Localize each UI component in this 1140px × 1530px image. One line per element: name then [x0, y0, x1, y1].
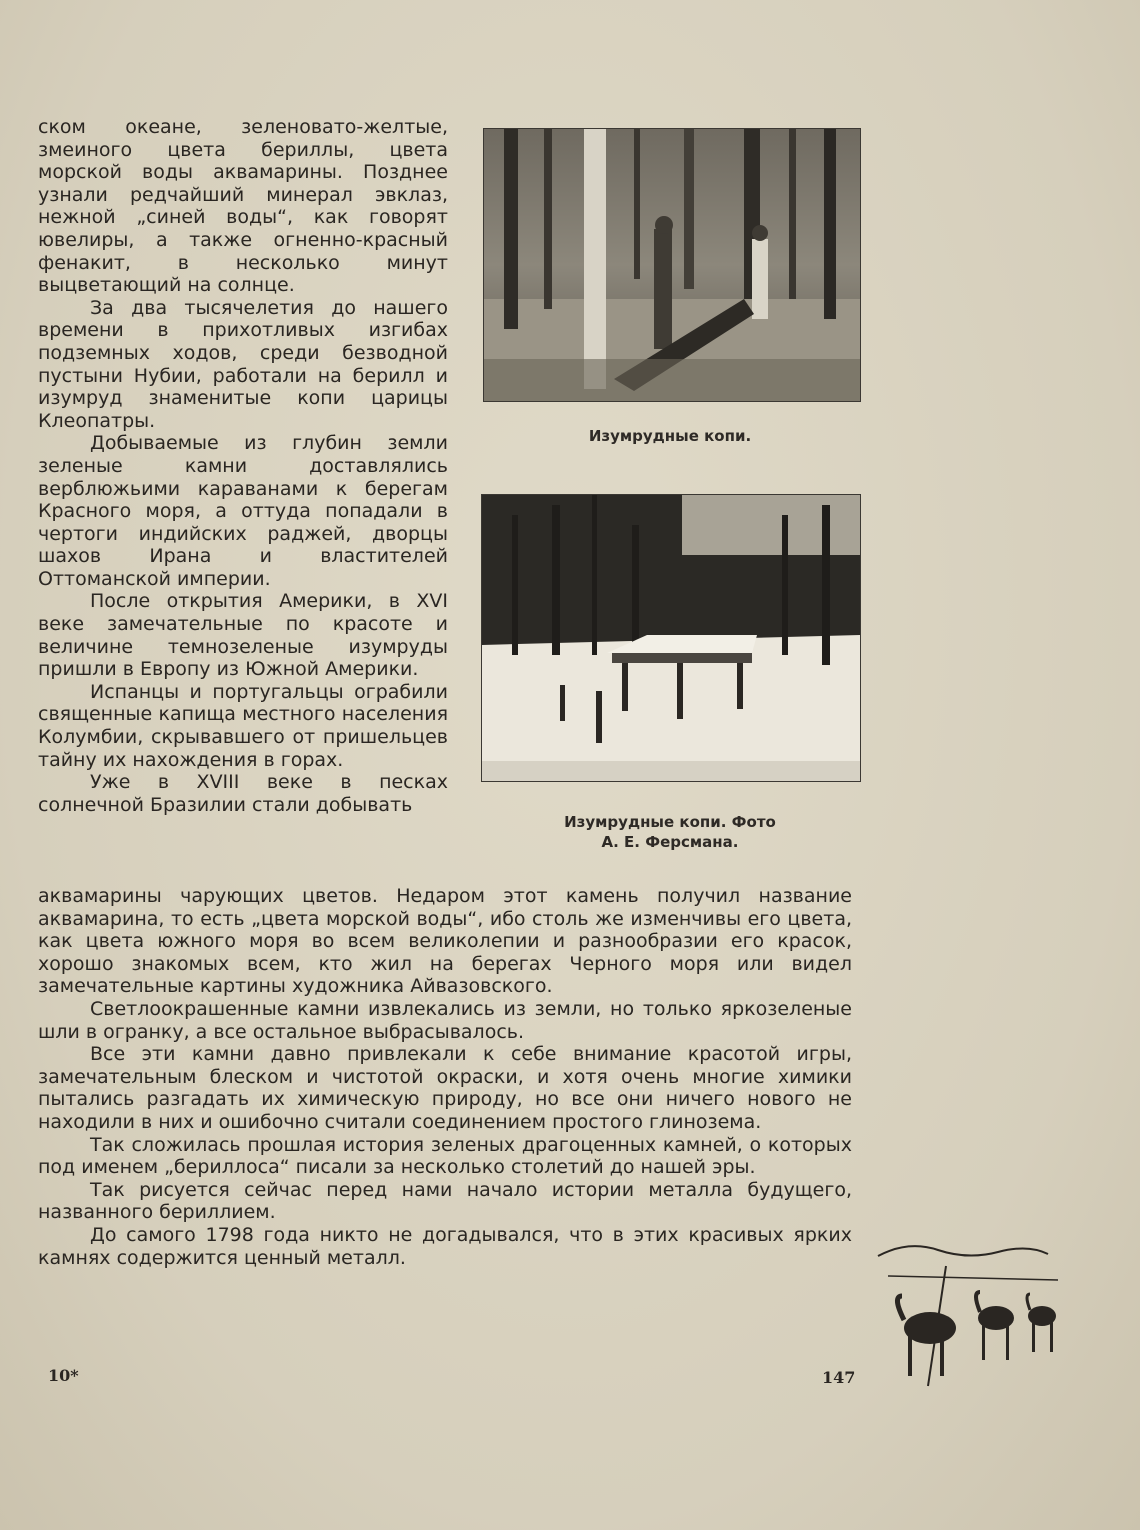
photo-illustration [484, 129, 860, 401]
paragraph: Испанцы и португальцы ограбили священные капища местного населения Колумбии, скрывавшего от пришельцев тайну их нахождения в горах. [38, 680, 448, 771]
paragraph: За два тысячелетия до нашего времени в прихотливых изгибах подземных ходов, среди безводной пустыни Нубии, работали на берилл и изумруд знаменитые копи царицы Клеопатры. [38, 296, 448, 432]
photo-caption [520, 812, 820, 852]
paragraph: аквамарины чарующих цветов. Недаром этот камень получил название аквамарина, то есть „цвета морской воды“, ибо столь же изменчивы его цвета, как цвета южного моря во всем великолепии и разнообразии его красок, хорошо знакомых всем, кто жил на берегах Черного моря или видел замечательные картины художника Айвазовского. [38, 885, 852, 998]
paragraph: Уже в XVIII веке в песках солнечной Бразилии стали добывать [38, 771, 448, 816]
signature-mark: 10* [48, 1366, 79, 1385]
paragraph: ском океане, зеленовато-желтые, змеиного цвета бериллы, цвета морской воды аквамарины. Позднее узнали редчайший минерал эвклаз, нежной „синей воды“, как говорят ювелиры, а также огненно-красный фенакит, в несколько минут выцветающий на солнце. [38, 116, 448, 297]
camel-caravan-vignette [868, 1236, 1068, 1396]
paragraph: Так рисуется сейчас перед нами начало истории металла будущего, названного бериллием. [38, 1178, 852, 1224]
full-width-text [38, 885, 852, 1269]
left-text-column [38, 116, 448, 816]
paragraph: После открытия Америки, в XVI веке замечательные по красоте и величине темнозеленые изумруды пришли в Европу из Южной Америки. [38, 590, 448, 681]
caption-line: Изумрудные копи. Фото [564, 813, 776, 831]
camel-icon [868, 1236, 1068, 1396]
photo-caption: Изумрудные копи. [588, 427, 752, 445]
caption-line: А. Е. Ферсмана. [601, 833, 739, 851]
paragraph: Добываемые из глубин земли зеленые камни доставлялись верблюжьими караванами к берегам Красного моря, а оттуда попадали в чертоги индийских раджей, дворцы шахов Ирана и властителей Оттоманской империи. [38, 432, 448, 590]
emerald-mines-photo-winter [481, 494, 861, 782]
paragraph: Все эти камни давно привлекали к себе внимание красотой игры, замечательным блеском и чистотой окраски, и хотя очень многие химики пытались разгадать их химическую природу, но все они ничего нового не находили в них и ошибочно считали соединением простого глинозема. [38, 1043, 852, 1133]
emerald-mines-photo-forest [483, 128, 861, 402]
paragraph: До самого 1798 года никто не догадывался, что в этих красивых ярких камнях содержится ценный металл. [38, 1223, 852, 1269]
paragraph: Светлоокрашенные камни извлекались из земли, но только яркозеленые шли в огранку, а все остальное выбрасывалось. [38, 997, 852, 1043]
photo-illustration [482, 495, 860, 781]
paragraph: Так сложилась прошлая история зеленых драгоценных камней, о которых под именем „бериллоса“ писали за несколько столетий до нашей эры. [38, 1133, 852, 1179]
page-number: 147 [822, 1368, 856, 1387]
